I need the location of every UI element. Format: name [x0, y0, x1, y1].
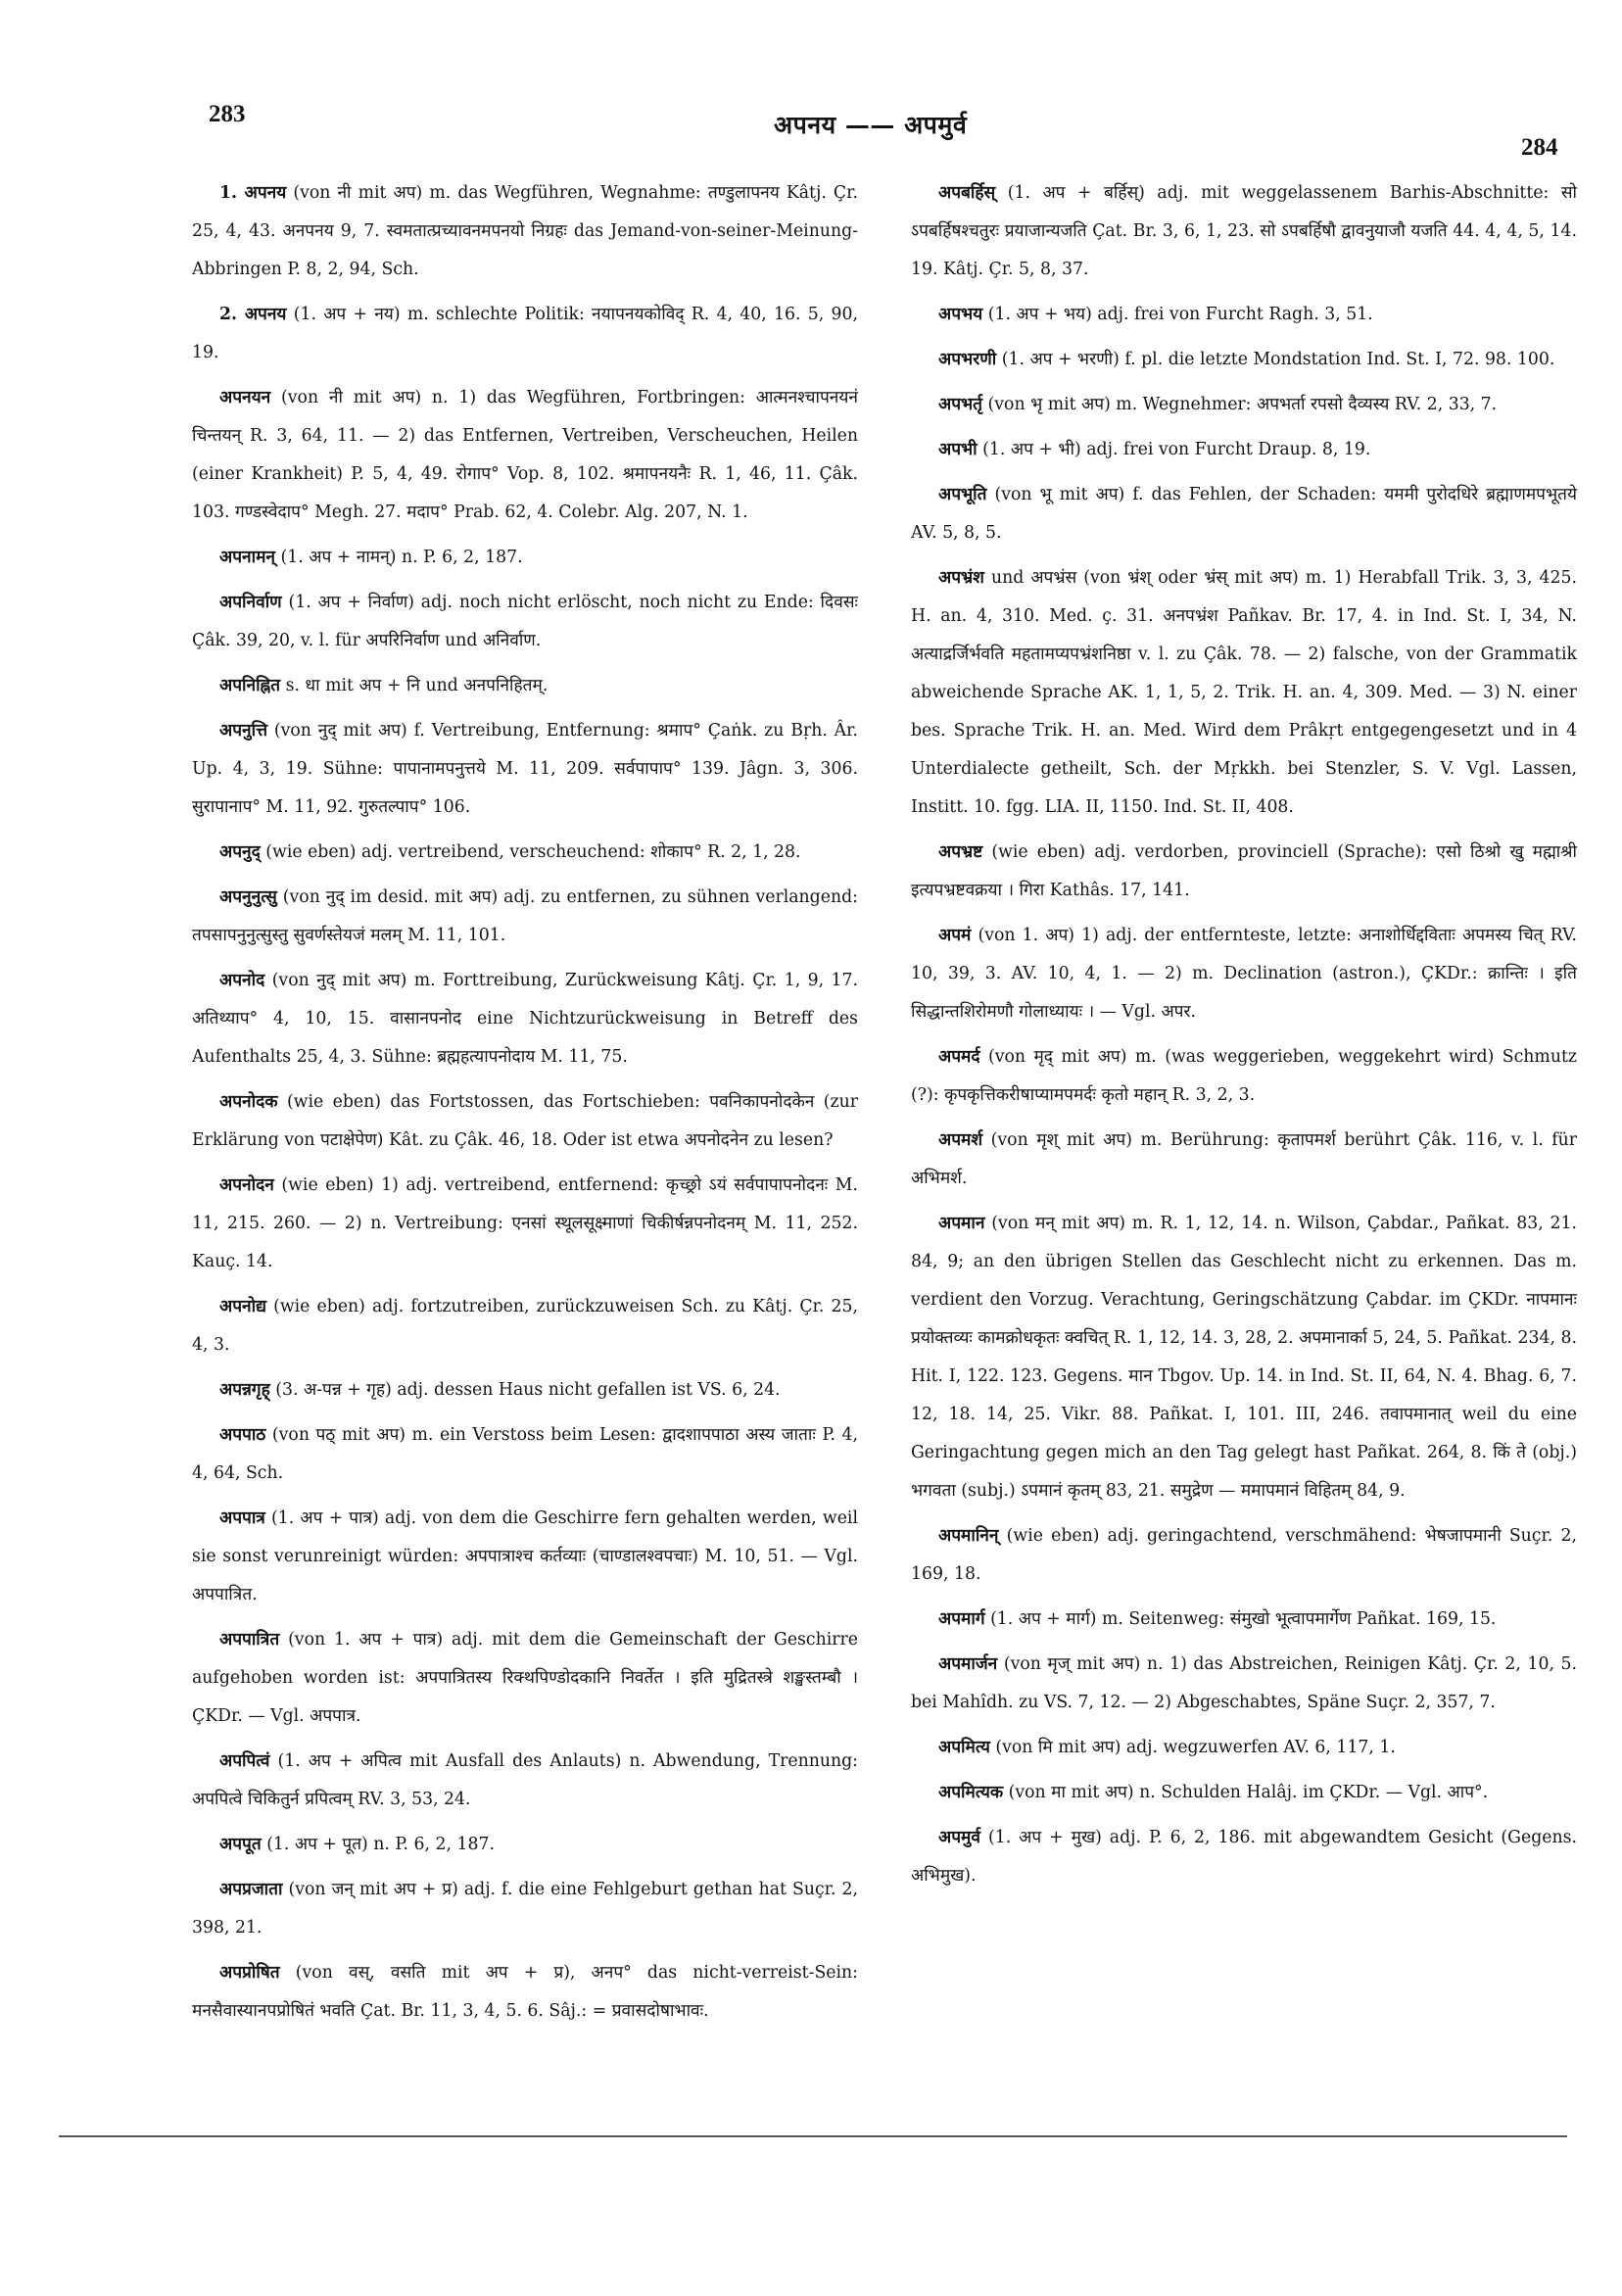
entry-headword: अपमार्ग [938, 1609, 985, 1629]
entry-headword: अपमार्जन [938, 1654, 998, 1674]
entry-headword: अपनयन [219, 388, 271, 407]
entry-headword: अपपूत [219, 1835, 262, 1854]
entry-headword: अपमर्श [938, 1130, 983, 1150]
dictionary-entry [192, 1288, 858, 1364]
entry-headword: अपमानिन् [938, 1526, 999, 1546]
entry-definition: (von मि mit अप) adj. wegzuwerfen AV. 6, 117, 1. [995, 1738, 1396, 1757]
dictionary-entry [192, 174, 858, 289]
entry-definition: (1. अप + भी) adj. frei von Furcht Draup. 8, 19. [982, 440, 1371, 459]
dictionary-entry [192, 1416, 858, 1493]
entry-definition: (von नुद् mit अप) f. Vertreibung, Entfernung: श्रमाप° Çaṅk. zu Bṛh. Âr. Up. 4, 3, 19. Sühne: पापानामपनुत्तये M. 11, 209. सर्वपापाप° 139. Jâgn. 3, 306. सुरापानाप° M. 11, 92. गुरुतल्पाप° 106. [192, 721, 858, 817]
entry-headword: अपप्रोषित [219, 1963, 280, 1983]
entry-headword: अपमं [938, 926, 972, 945]
dictionary-entry [192, 1083, 858, 1160]
dictionary-entry [192, 379, 858, 532]
entry-definition: (1. अप + बर्हिस्) adj. mit weggelassenem Barhis-Abschnitte: सो ऽपबर्हिषश्चतुरः प्रयाजान्यजति Çat. Br. 3, 6, 1, 23. सो ऽपबर्हिषौ द्वावनुयाजौ यजति 44. 4, 4, 5, 14. 19. Kâtj. Çr. 5, 8, 37. [911, 183, 1578, 279]
entry-headword: अपपित्वं [219, 1751, 270, 1771]
dictionary-entry [192, 879, 858, 955]
dictionary-entry [192, 1371, 858, 1410]
entry-headword: 2. अपनय [219, 305, 287, 324]
entry-headword: 1. अपनय [219, 183, 287, 203]
entry-definition: (wie eben) das Fortstossen, das Fortschieben: पवनिकापनोदकेन (zur Erklärung von पटाक्षेपेण) Kât. zu Çâk. 46, 18. Oder ist etwa अपनोदनेन zu lesen? [192, 1092, 858, 1150]
dictionary-entry [911, 1729, 1577, 1767]
left-page-number: 283 [209, 101, 246, 127]
dictionary-entry [192, 539, 858, 577]
dictionary-entry [911, 1646, 1577, 1722]
dictionary-entry [192, 1871, 858, 1947]
dictionary-entry [192, 584, 858, 660]
entry-headword: अपमान [938, 1214, 985, 1233]
dictionary-entry [911, 386, 1577, 424]
entry-headword: अपभूति [938, 485, 987, 504]
entry-definition: (von नी mit अप) n. 1) das Wegführen, Fortbringen: आत्मनश्चापनयनं चिन्तयन् R. 3, 64, 11. — 2) das Entfernen, Vertreiben, Verscheuchen, Heilen (einer Krankheit) P. 5, 4, 49. रोगाप° Vop. 8, 102. श्रमापनयनैः R. 1, 46, 11. Çâk. 103. गण्डस्वेदाप° Megh. 27. मदाप° Prab. 62, 4. Colebr. Alg. 207, N. 1. [192, 388, 858, 522]
entry-definition: (wie eben) adj. fortzutreiben, zurückzuweisen Sch. zu Kâtj. Çr. 25, 4, 3. [192, 1297, 859, 1355]
dictionary-entry [911, 1038, 1577, 1115]
entry-definition: (1. अप + निर्वाण) adj. noch nicht erlöscht, noch nicht zu Ende: दिवसः Çâk. 39, 20, v. l. für अपरिनिर्वाण und अनिर्वाण. [192, 593, 858, 650]
entry-headword: अपबर्हिस् [938, 183, 996, 203]
entry-headword: अपपात्रित [219, 1630, 280, 1650]
dictionary-entry [911, 834, 1577, 910]
entry-definition: (1. अप + भरणी) f. pl. die letzte Mondstation Ind. St. I, 72. 98. 100. [1001, 350, 1555, 369]
right-column [911, 174, 1577, 1902]
dictionary-entry [911, 174, 1577, 289]
entry-definition: (1. अप + मार्ग) m. Seitenweg: संमुखो भूत्वापमार्गेण Pañkat. 169, 15. [990, 1609, 1497, 1629]
dictionary-entry [911, 559, 1577, 827]
entry-headword: अपभरणी [938, 350, 997, 369]
entry-headword: अपभी [938, 440, 978, 459]
dictionary-entry [911, 1122, 1577, 1198]
entry-headword: अपमित्यक [938, 1783, 1004, 1802]
entry-headword: अपपात्र [219, 1508, 265, 1528]
entry-definition: (1. अप + पूत) n. P. 6, 2, 187. [266, 1835, 495, 1854]
entry-headword: अपनिर्वाण [219, 593, 282, 612]
dictionary-entry [192, 962, 858, 1076]
left-column [192, 174, 858, 2037]
entry-definition: (wie eben) adj. vertreibend, verscheuchend: शोकाप° R. 2, 1, 28. [265, 842, 801, 862]
entry-headword: अपनुद् [219, 842, 261, 862]
dictionary-entry [192, 834, 858, 872]
entry-definition: (wie eben) 1) adj. vertreibend, entfernend: कृच्छ्रो ऽयं सर्वपापापनोदनः M. 11, 215. 260. — 2) n. Vertreibung: एनसां स्थूलसूक्ष्माणां चिकीर्षन्नपनोदनम् M. 11, 252. Kauç. 14. [192, 1175, 858, 1271]
entry-headword: अपनिह्नित [219, 676, 281, 695]
dictionary-entry [911, 476, 1577, 552]
entry-definition: (von 1. अप + पात्र) adj. mit dem die Gemeinschaft der Geschirre aufgehoben worden ist: अपपात्रितस्य रिक्थपिण्डोदकानि निवर्तेत । इति मुद्रितस्त्रे शङ्खस्तम्बौ । ÇKDr. — Vgl. अपपात्र. [192, 1630, 858, 1726]
entry-headword: अपमुर्व [938, 1828, 980, 1847]
dictionary-entry [911, 1601, 1577, 1639]
entry-definition: (von मृज् mit अप) n. 1) das Abstreichen, Reinigen Kâtj. Çr. 2, 10, 5. bei Mahîdh. zu VS. 7, 12. — 2) Abgeschabtes, Späne Suçr. 2, 357, 7. [911, 1654, 1577, 1712]
dictionary-entry [911, 296, 1577, 334]
entry-definition: (von पठ् mit अप) m. ein Verstoss beim Lesen: द्वादशापपाठा अस्य जाताः P. 4, 4, 64, Sch. [192, 1425, 859, 1483]
entry-headword: अपनुनुत्सु [219, 887, 277, 907]
entry-definition: (wie eben) adj. verdorben, provinciell (Sprache): एसो ठिश्रो खु मह्माश्री इत्यपभ्रष्टवक्रया । गिरा Kathâs. 17, 141. [911, 842, 1577, 900]
dictionary-entry [192, 1954, 858, 2031]
entry-definition: (von नुद् mit अप) m. Forttreibung, Zurückweisung Kâtj. Çr. 1, 9, 17. अतिथ्याप° 4, 10, 15. वासानपनोद eine Nichtzurückweisung in Betreff des Aufenthalts 25, 4, 3. Sühne: ब्रह्महत्यापनोदाय M. 11, 75. [192, 971, 858, 1067]
entry-definition: (1. अप + नय) m. schlechte Politik: नयापनयकोविद् R. 4, 40, 16. 5, 90, 19. [192, 305, 858, 362]
entry-definition: (von भृ mit अप) m. Wegnehmer: अपभर्ता रपसो दैव्यस्य RV. 2, 33, 7. [987, 395, 1498, 414]
entry-definition: (1. अप + नामन्) n. P. 6, 2, 187. [280, 548, 523, 567]
entry-headword: अपभ्रंश [938, 568, 984, 588]
bottom-rule [59, 2135, 1567, 2137]
dictionary-entry [192, 712, 858, 827]
entry-definition: (von मृद् mit अप) m. (was weggerieben, weggekehrt wird) Schmutz (?): कृपकृत्तिकरीषाप्यामपमर्दः कृतो महान् R. 3, 2, 3. [911, 1047, 1577, 1105]
entry-headword: अपन्नगृह् [219, 1380, 270, 1400]
dictionary-entry [911, 431, 1577, 469]
right-page-number: 284 [1521, 134, 1558, 161]
entry-headword: अपभय [938, 305, 983, 324]
dictionary-entry [911, 1774, 1577, 1812]
entry-headword: अपनामन् [219, 548, 276, 567]
entry-definition: (wie eben) adj. geringachtend, verschmähend: भेषजापमानी Suçr. 2, 169, 18. [911, 1526, 1577, 1584]
dictionary-entry [911, 341, 1577, 379]
entry-headword: अपनुत्ति [219, 721, 268, 741]
entry-definition: (1. अप + पात्र) adj. von dem die Geschirre fern gehalten werden, weil sie sonst verunreinigt würden: अपपात्राश्च कर्तव्याः (चाण्डालश्वपचाः) M. 10, 51. — Vgl. अपपात्रित. [192, 1508, 858, 1604]
dictionary-entry [911, 917, 1577, 1031]
entry-definition: (3. अ-पन्न + गृह) adj. dessen Haus nicht gefallen ist VS. 6, 24. [275, 1380, 781, 1400]
entry-definition: (von जन् mit अप + प्र) adj. f. die eine Fehlgeburt gethan hat Suçr. 2, 398, 21. [192, 1880, 858, 1937]
dictionary-entry [911, 1205, 1577, 1510]
entry-definition: (von नुद् im desid. mit अप) adj. zu entfernen, zu sühnen verlangend: तपसापनुनुत्सुस्तु सुवर्णस्तेयजं मलम् M. 11, 101. [192, 887, 858, 945]
entry-definition: s. धा mit अप + नि und अनपनिहितम्. [285, 676, 549, 695]
entry-definition: und अपभ्रंस (von भ्रंश् oder भ्रंस् mit अप) m. 1) Herabfall Trik. 3, 3, 425. H. an. 4, 310. Med. ç. 31. अनपभ्रंश Pañkav. Br. 17, 4. in Ind. St. I, 34, N. अत्याद्रर्जिर्भवति महतामप्यपभ्रंशनिष्ठा v. l. zu Çâk. 78. — 2) falsche, von der Grammatik abweichende Sprache AK. 1, 1, 5, 2. Trik. H. an. 4, 309. Med. — 3) N. einer bes. Sprache Trik. H. an. Med. Wird dem Prâkṛt entgegengesetzt und in 4 Unterdialecte getheilt, Sch. der Mṛkkh. bei Stenzler, S. V. Vgl. Lassen, Institt. 10. fgg. LIA. II, 1150. Ind. St. II, 408. [911, 568, 1577, 817]
dictionary-entry [192, 1826, 858, 1864]
dictionary-entry [192, 1167, 858, 1281]
entry-headword: अपभर्तृ [938, 395, 983, 414]
running-header: अपनय —— अपमुर्व [774, 111, 968, 139]
dictionary-entry [192, 1621, 858, 1736]
entry-headword: अपमित्य [938, 1738, 990, 1757]
entry-headword: अपनोदक [219, 1092, 278, 1112]
entry-definition: (1. अप + भय) adj. frei von Furcht Ragh. 3, 51. [987, 305, 1373, 324]
entry-definition: (von भू mit अप) f. das Fehlen, der Schaden: यममी पुरोदधिरे ब्रह्माणमपभूतये AV. 5, 8, 5. [911, 485, 1577, 543]
dictionary-entry [192, 667, 858, 705]
entry-definition: (1. अप + मुख) adj. P. 6, 2, 186. mit abgewandtem Gesicht (Gegens. अभिमुख). [911, 1828, 1577, 1886]
entry-headword: अपभ्रष्ट [938, 842, 983, 862]
dictionary-entry [192, 1743, 858, 1819]
entry-definition: (1. अप + अपित्व mit Ausfall des Anlauts) n. Abwendung, Trennung: अपपित्वे चिकितुर्न प्रपित्वम् RV. 3, 53, 24. [192, 1751, 858, 1809]
dictionary-entry [192, 296, 858, 372]
entry-definition: (von 1. अप) 1) adj. der entfernteste, letzte: अनाशोर्धिद्दविताः अपमस्य चित् RV. 10, 39, 3. AV. 10, 4, 1. — 2) m. Declination (astron.), ÇKDr.: क्रान्तिः । इति सिद्धान्तशिरोमणौ गोलाध्यायः । — Vgl. अपर. [911, 926, 1577, 1022]
entry-headword: अपनोद [219, 971, 265, 990]
dictionary-entry [192, 1500, 858, 1614]
dictionary-entry [911, 1819, 1577, 1895]
entry-definition: (von मा mit अप) n. Schulden Halâj. im ÇKDr. — Vgl. आप°. [1008, 1783, 1489, 1802]
entry-headword: अपप्रजाता [219, 1880, 283, 1899]
entry-headword: अपपाठ [219, 1425, 266, 1445]
entry-headword: अपनोद्य [219, 1297, 266, 1316]
entry-headword: अपनोदन [219, 1175, 274, 1195]
dictionary-entry [911, 1517, 1577, 1594]
entry-definition: (von वस्, वसति mit अप + प्र), अनप° das nicht-verreist-Sein: मनसैवास्यानपप्रोषितं भवति Çat. Br. 11, 3, 4, 5. 6. Sâj.: = प्रवासदोषाभावः. [192, 1963, 859, 2021]
entry-definition: (von नी mit अप) m. das Wegführen, Wegnahme: तण्डुलापनय Kâtj. Çr. 25, 4, 43. अनपनय 9, 7. स्वमतात्प्रच्यावनमपनयो निग्रहः das Jemand-von-seiner-Meinung-Abbringen P. 8, 2, 94, Sch. [192, 183, 858, 279]
entry-definition: (von मन् mit अप) m. R. 1, 12, 14. n. Wilson, Çabdar., Pañkat. 83, 21. 84, 9; an den übrigen Stellen das Geschlecht nicht zu erkennen. Das m. verdient den Vorzug. Verachtung, Geringschätzung Çabdar. im ÇKDr. नापमानः प्रयोक्तव्यः कामक्रोधकृतः क्वचित् R. 1, 12, 14. 3, 28, 2. अपमानार्का 5, 24, 5. Pañkat. 234, 8. Hit. I, 122. 123. Gegens. मान Tbgov. Up. 14. in Ind. St. II, 64, N. 4. Bhag. 6, 7. 12, 18. 14, 25. Vikr. 88. Pañkat. I, 101. III, 246. तवापमानात् weil du eine Geringachtung gegen mich an den Tag gelegt hast Pañkat. 264, 8. किं ते (obj.) भगवता (subj.) ऽपमानं कृतम् 83, 21. समुद्रेण — ममापमानं विहितम् 84, 9. [911, 1214, 1577, 1501]
entry-headword: अपमर्द [938, 1047, 980, 1067]
entry-definition: (von मृश् mit अप) m. Berührung: कृतापमर्श berührt Çâk. 116, v. l. für अभिमर्श. [911, 1130, 1578, 1188]
